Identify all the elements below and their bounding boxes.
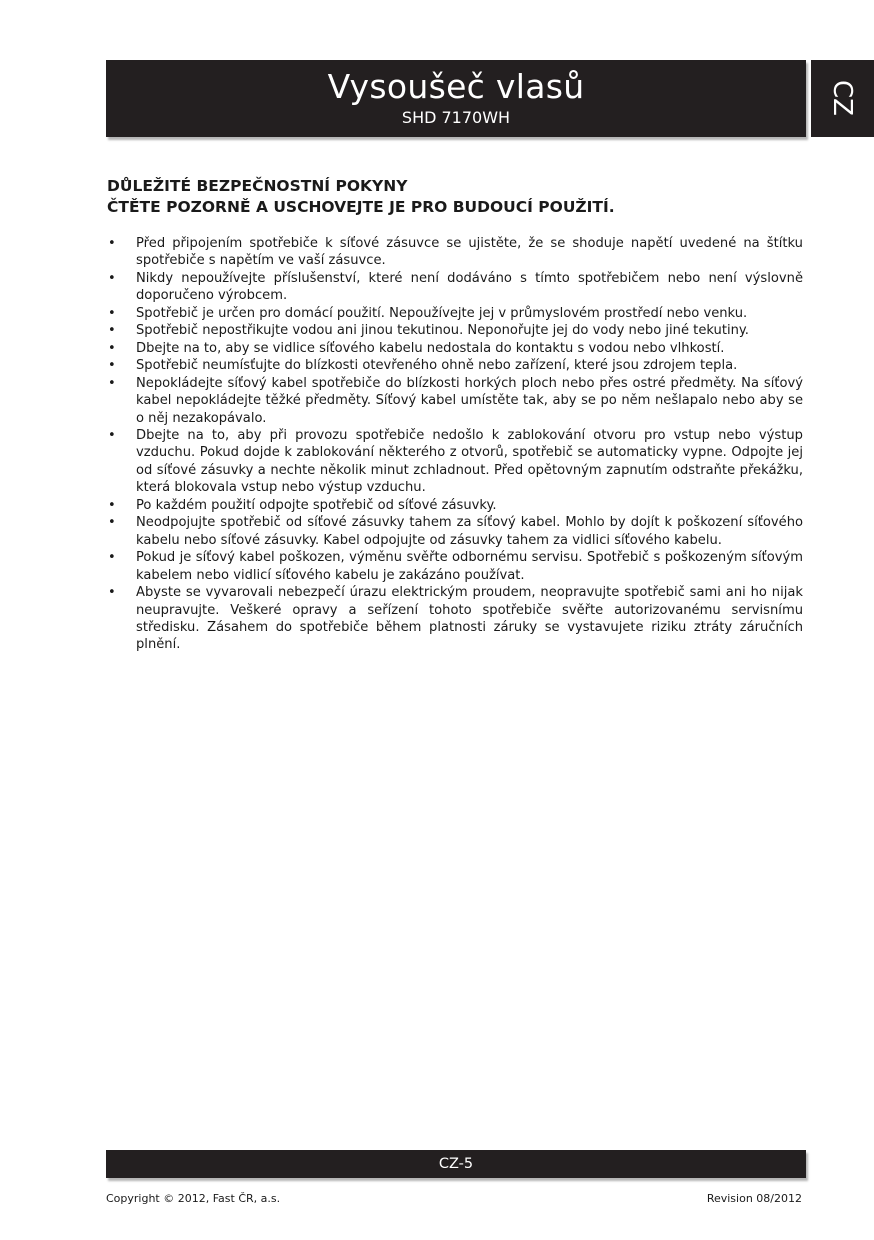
list-item: [107, 514, 803, 549]
bullet-icon: •: [108, 236, 116, 251]
list-item: [107, 270, 803, 305]
list-item: [107, 235, 803, 270]
rule-text: Neodpojujte spotřebič od síťové zásuvky tahem za síťový kabel. Mohlo by dojít k poškození síťového kabelu nebo síťové zásuvky. Kabel odpojujte od zásuvky tahem za vidlici síťového kabelu.: [136, 515, 803, 548]
model-number: SHD 7170WH: [401, 108, 511, 127]
list-item: [107, 340, 803, 357]
copyright-notice: Copyright © 2012, Fast ČR, a.s.: [106, 1192, 281, 1205]
safety-rules-list: [107, 235, 803, 654]
bullet-icon: •: [108, 340, 116, 356]
rule-text: Pokud je síťový kabel poškozen, výměnu svěřte odbornému servisu. Spotřebič s poškozeným síťovým kabelem nebo vidlicí síťového kabelu je zakázáno používat.: [136, 550, 803, 583]
footer-banner: [106, 1150, 806, 1178]
rule-text: Nikdy nepoužívejte příslušenství, které není dodáváno s tímto spotřebičem nebo není výslovně doporučeno výrobcem.: [136, 270, 803, 304]
bullet-icon: •: [108, 515, 116, 531]
language-tab: [811, 60, 874, 137]
rule-text: Spotřebič je určen pro domácí použití. Nepoužívejte jej v průmyslovém prostředí nebo venku.: [136, 305, 748, 321]
bullet-icon: •: [108, 427, 116, 443]
section-heading: [107, 176, 807, 218]
rule-text: Nepokládejte síťový kabel spotřebiče do blízkosti horkých ploch nebo přes ostré předměty. Na síťový kabel nepokládejte těžké předměty. Síťový kabel umístěte tak, aby se po něm nešlapalo nebo aby se o něj nezakopávalo.: [136, 375, 803, 426]
list-item: [107, 305, 803, 322]
rule-text: Dbejte na to, aby při provozu spotřebiče nedošlo k zablokování otvoru pro vstup nebo výstup vzduchu. Pokud dojde k zablokování některého z otvorů, spotřebič se automaticky vypne. Odpojte jej od síťové zásuvky a nechte několik minut zchladnout. Před opětovným zapnutím odstraňte překážku, která blokovala vstup nebo výstup vzduchu.: [136, 427, 803, 496]
heading-line-1: DŮLEŽITÉ BEZPEČNOSTNÍ POKYNY: [107, 177, 408, 195]
page-title: Vysoušeč vlasů: [327, 67, 585, 106]
rule-text: Po každém použití odpojte spotřebič od síťové zásuvky.: [136, 497, 497, 513]
title-banner: [106, 60, 806, 137]
language-code: CZ: [827, 80, 857, 116]
list-item: [107, 375, 803, 427]
list-item: [107, 584, 803, 654]
bullet-icon: •: [108, 270, 116, 286]
list-item: [107, 427, 803, 497]
bullet-icon: •: [108, 550, 116, 566]
rule-text: Před připojením spotřebiče k síťové zásuvce se ujistěte, že se shoduje napětí uvedené na štítku spotřebiče s napětím ve vaší zásuvce.: [136, 236, 803, 269]
list-item: [107, 322, 803, 339]
rule-text: Spotřebič neumísťujte do blízkosti otevřeného ohně nebo zařízení, které jsou zdrojem tepla.: [136, 358, 738, 374]
page-number: CZ-5: [438, 1156, 474, 1172]
bullet-icon: •: [108, 323, 116, 339]
list-item: [107, 549, 803, 584]
rule-text: Spotřebič nepostřikujte vodou ani jinou tekutinou. Neponořujte jej do vody nebo jiné tekutiny.: [136, 323, 749, 339]
rule-text: Dbejte na to, aby se vidlice síťového kabelu nedostala do kontaktu s vodou nebo vlhkostí.: [136, 340, 725, 356]
bullet-icon: •: [108, 375, 116, 391]
list-item: [107, 497, 803, 514]
heading-line-2: ČTĚTE POZORNĚ A USCHOVEJTE JE PRO BUDOUCÍ POUŽITÍ.: [107, 198, 615, 216]
list-item: [107, 357, 803, 374]
bullet-icon: •: [108, 497, 116, 513]
bullet-icon: •: [108, 358, 116, 374]
bullet-icon: •: [108, 585, 116, 601]
revision-label: Revision 08/2012: [706, 1192, 802, 1205]
bullet-icon: •: [108, 305, 116, 321]
rule-text: Abyste se vyvarovali nebezpečí úrazu elektrickým proudem, neopravujte spotřebič sami ani ho nijak neupravujte. Veškeré opravy a seřízení tohoto spotřebiče svěřte autorizovanému servisnímu středisku. Zásahem do spotřebiče během platnosti záruky se vystavujete riziku ztráty záručních plnění.: [136, 585, 803, 653]
